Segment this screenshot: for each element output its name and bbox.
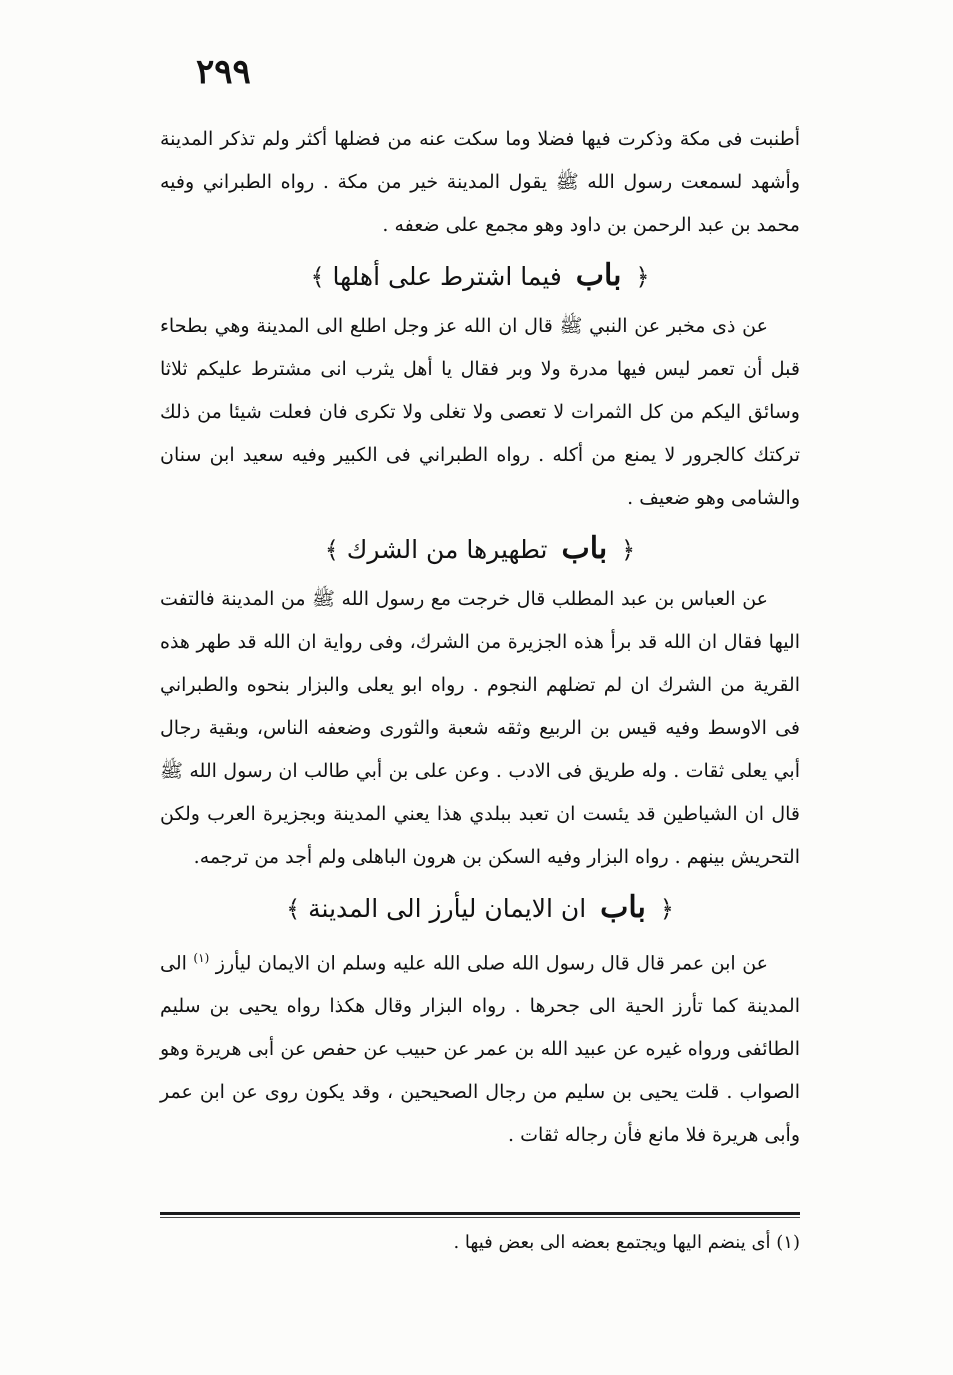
ornate-bracket-close: ﴾	[324, 536, 339, 564]
ornate-bracket-close: ﴾	[310, 263, 325, 291]
chapter-title: فيما اشترط على أهلها	[332, 262, 562, 291]
ornate-bracket-open: ﴿	[621, 536, 636, 564]
ornate-bracket-open: ﴿	[635, 263, 650, 291]
separator-thin-line	[160, 1217, 800, 1218]
bab-label: باب	[600, 890, 646, 925]
footnote-marker[interactable]: (١)	[193, 951, 210, 965]
chapter-heading-1	[160, 247, 800, 305]
paragraph-3: عن العباس بن عبد المطلب قال خرجت مع رسول الله ﷺ من المدينة فالتفت اليها فقال ان الله قد برأ هذه الجزيرة من الشرك، وفى رواية ان الله قد طهر هذه القرية من الشرك ان لم تضلهم النجوم . رواه ابو يعلى والبزار بنحوه والطبراني فى الاوسط وفيه قيس بن الربيع وثقه شعبة والثورى وضعفه الناس، وبقية رجال أبي يعلى ثقات . وله طريق فى الادب . وعن على بن أبي طالب ان رسول الله ﷺ قال ان الشياطين قد يئست ان تعبد ببلدي هذا يعني المدينة وبجزيرة العرب ولكن التحريش بينهم . رواه البزار وفيه السكن بن هرون الباهلى ولم أجد من ترجمه.	[160, 588, 800, 868]
chapter-heading-3	[160, 879, 800, 937]
paragraph-1: أطنبت فى مكة وذكرت فيها فضلا وما سكت عنه من فضلها أكثر ولم تذكر المدينة وأشهد لسمعت رسول الله ﷺ يقول المدينة خير من مكة . رواه الطبراني وفيه محمد بن عبد الرحمن بن داود وهو مجمع على ضعفه .	[160, 128, 800, 236]
footnote-separator	[160, 1212, 800, 1220]
ornate-bracket-open: ﴿	[659, 895, 674, 923]
ornate-bracket-close: ﴾	[286, 895, 301, 923]
footnote-text: (١) أى ينضم اليها ويجتمع بعضه الى بعض فيها .	[453, 1232, 800, 1253]
separator-thick-line	[160, 1212, 800, 1215]
paragraph-4-part-1: عن ابن عمر قال قال رسول الله صلى الله عليه وسلم ان الايمان ليأرز	[215, 952, 768, 975]
chapter-title: ان الايمان ليأرز الى المدينة	[308, 894, 587, 923]
page-number: ٢٩٩	[196, 52, 251, 92]
chapter-heading-2	[160, 520, 800, 578]
bab-label: باب	[575, 258, 622, 293]
chapter-title: تطهيرها من الشرك	[346, 535, 548, 564]
bab-label: باب	[561, 531, 608, 566]
paragraph-2: عن ذى مخبر عن النبي ﷺ قال ان الله عز وجل اطلع الى المدينة وهي بطحاء قبل أن تعمر ليس فيها مدرة ولا وبر فقال يا أهل يثرب انى مشترط عليكم ثلاثا وسائق اليكم من كل الثمرات لا تعصى ولا تغلى ولا تكرى فان فعلت شيئا من ذلك تركتك كالجرور لا يمنع من أكله . رواه الطبراني فى الكبير وفيه سعيد ابن سنان والشامى وهو ضعيف .	[160, 315, 800, 509]
main-text	[160, 118, 800, 1157]
paragraph-4	[160, 937, 800, 1157]
paragraph-4-part-2: الى المدينة كما تأرز الحية الى جحرها . رواه البزار وقال هكذا رواه يحيى بن سليم الطائفى ورواه غيره عن عبيد الله بن عمر عن حبيب عن حفص عن أبى هريرة وهو الصواب . قلت يحيى بن سليم من رجال الصحيحين ، وقد يكون روى عن ابن عمر وأبى هريرة فلا مانع فأن رجاله ثقات .	[160, 952, 800, 1147]
